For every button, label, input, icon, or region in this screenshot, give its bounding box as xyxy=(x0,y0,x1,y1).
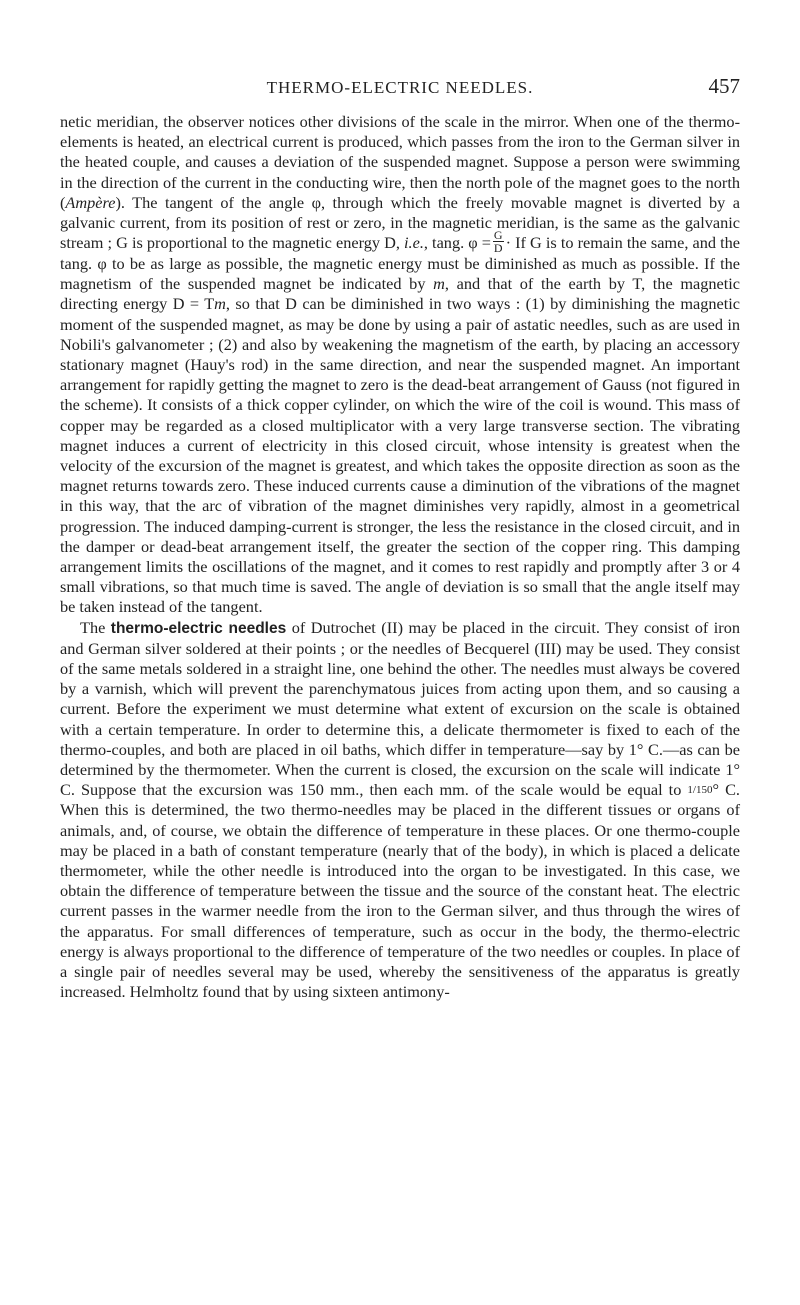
italic-name: Ampère xyxy=(65,192,116,212)
paragraph: netic meridian, the observer notices other divisions of the scale in the mirror. When one of the thermo-elements is heated, an electrical current is produced, which passes from the iron to the German silver in the heated couple, and causes a deviation of the suspended magnet. Suppose a person were swimming in the direction of the current in the conducting wire, then the north pole of the magnet goes to the north (Ampère). The tangent of the angle φ, through which the freely movable magnet is diverted by a galvanic current, from its position of rest or zero, in the magnetic meridian, is the same as the galvanic stream ; G is proportional to the magnetic energy D, i.e., tang. φ = $\frac{G}{D}$ · If G is to remain the same, and the tang. φ to be as large as possible, the magnetic energy must be diminished as much as possible. If the magnetism of the suspended magnet be indicated by m, and that of the earth by T, the magnetic directing energy D = Tm, so that D can be diminished in two ways : (1) by diminishing the magnetic moment of the suspended magnet, as may be done by using a pair of astatic needles, such as are used in Nobili's galvanometer ; (2) and also by weakening the magnetism of the earth, by placing an accessory stationary magnet (Hauy's rod) in the same direction, and near the suspended magnet. An important arrangement for rapidly getting the magnet to zero is the dead-beat arrangement of Gauss (not figured in the scheme). It consists of a thick copper cylinder, on which the wire of the coil is wound. This mass of copper may be regarded as a closed multiplicator with a very large transverse section. The vibrating magnet induces a current of electricity in this closed circuit, whose intensity is greatest when the velocity of the excursion of the magnet is greatest, and which takes the opposite direction as soon as the magnet returns towards zero. These induced currents cause a diminution of the vibrations of the magnet in this way, that the arc of vibration of the magnet diminishes very rapidly, almost in a geometrical progression. The induced damping-current is stronger, the less the resistance in the closed circuit, and in the damper or dead-beat arrangement itself, the greater the section of the copper ring. This damping arrangement limits the oscillations of the magnet, and it comes to rest rapidly and promptly after 3 or 4 small vibrations, so that much time is saved. The angle of deviation is so small that the angle itself may be taken instead of the tangent. xyxy=(60,112,740,617)
fraction-one-150th: 1/150 xyxy=(687,784,713,797)
paragraph: The thermo-electric needles of Dutrochet (II) may be placed in the circuit. They consist of iron and German silver soldered at their points ; or the needles of Becquerel (III) may be used. They consist of the same metals soldered in a straight line, one behind the other. The needles must always be covered by a varnish, which will prevent the parenchymatous juices from acting upon them, and so causing a current. Before the experiment we must determine what extent of excursion on the scale is obtained with a certain temperature. In order to determine this, a delicate thermometer is fixed to each of the thermo-couples, and both are placed in oil baths, which differ in temperature—say by 1° C.—as can be determined by the thermometer. When the current is closed, the excursion on the scale will indicate 1° C. Suppose that the excursion was 150 mm., then each mm. of the scale would be equal to 1/150° C. When this is determined, the two thermo-needles may be placed in the different tissues or organs of animals, and, of course, we obtain the difference of temperature in these places. Or one thermo-couple may be placed in a bath of constant temperature (nearly that of the body), in which is placed a delicate thermometer, while the other needle is introduced into the organ to be investigated. In this case, we obtain the difference of temperature between the tissue and the source of the constant heat. The electric current passes in the warmer needle from the iron to the German silver, and thus through the wires of the apparatus. For small differences of temperature, such as occur in the body, the thermo-electric energy is always proportional to the difference of temperature of the two needles or couples. In place of a single pair of needles several may be used, whereby the sensitiveness of the apparatus is greatly increased. Helmholtz found that by using sixteen antimony- xyxy=(60,617,741,1002)
page-number: 457 xyxy=(708,74,740,98)
running-head xyxy=(60,74,740,100)
italic-abbrev: i.e. xyxy=(404,233,424,253)
running-title: THERMO-ELECTRIC NEEDLES. xyxy=(266,78,534,97)
body-text xyxy=(60,112,740,1003)
italic-symbol: m xyxy=(433,274,445,294)
bold-term: thermo-electric needles xyxy=(110,619,287,637)
italic-symbol: m xyxy=(214,294,226,314)
fraction-g-over-d: $\frac{G}{D}$ xyxy=(493,227,503,255)
